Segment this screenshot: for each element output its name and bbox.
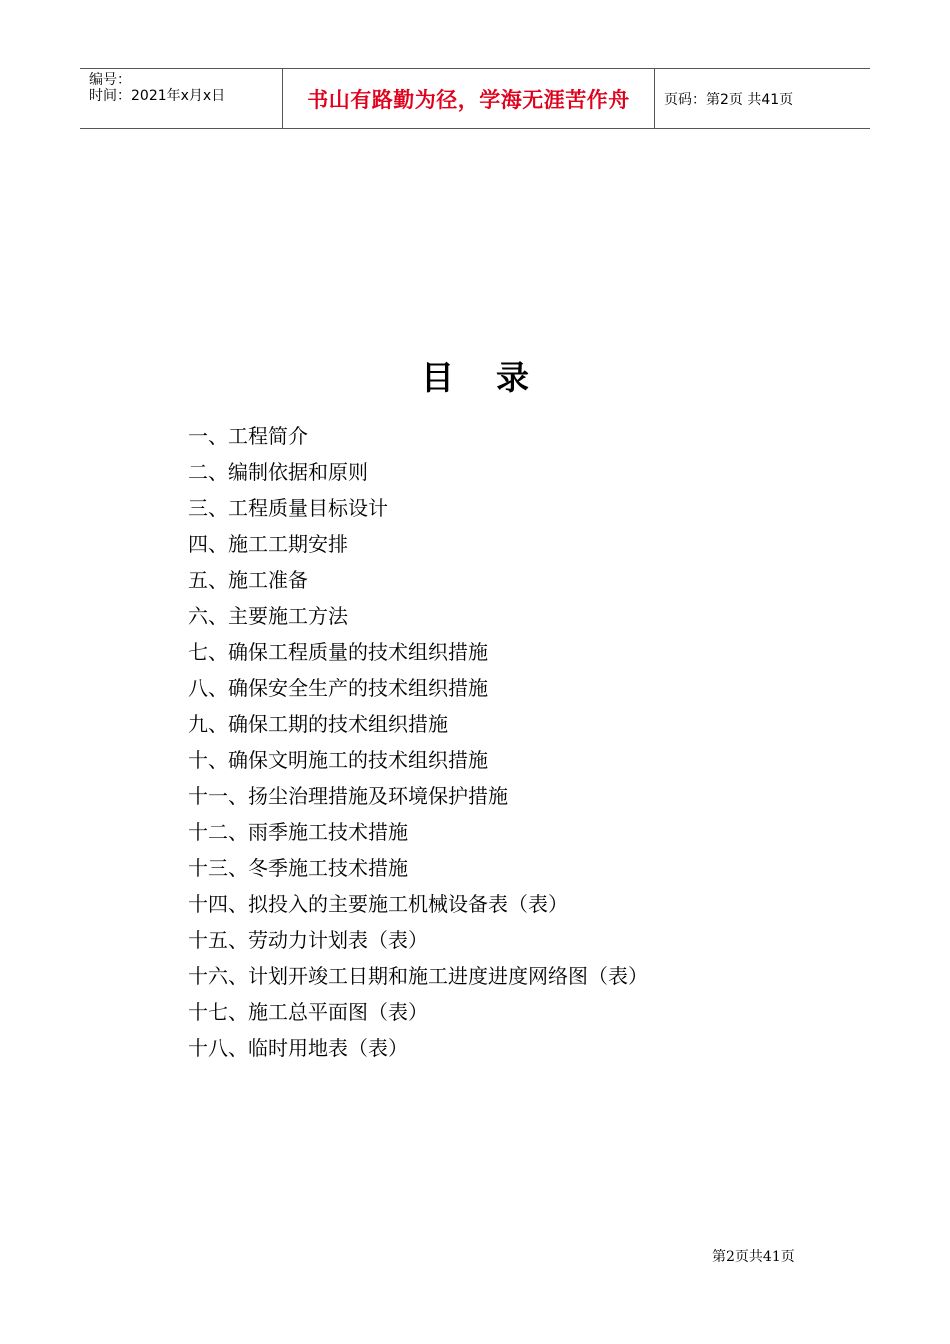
toc-item: 七、确保工程质量的技术组织措施: [188, 640, 488, 664]
document-number-label: 编号：: [89, 72, 131, 88]
toc-item: 十六、计划开竣工日期和施工进度进度网络图（表）: [188, 964, 648, 988]
page-footer: 第2页共41页: [712, 1249, 795, 1265]
toc-item: 五、施工准备: [188, 568, 308, 592]
table-of-contents: [188, 418, 648, 1066]
header-page-info: 页码：第2页 共41页: [664, 91, 794, 108]
toc-item: 十五、劳动力计划表（表）: [188, 928, 428, 952]
toc-item: 六、主要施工方法: [188, 604, 348, 628]
header-meta: [80, 69, 282, 128]
toc-item: 十七、施工总平面图（表）: [188, 1000, 428, 1024]
toc-item: 三、工程质量目标设计: [188, 496, 388, 520]
toc-item: 二、编制依据和原则: [188, 460, 368, 484]
toc-item: 十二、雨季施工技术措施: [188, 820, 408, 844]
page-title: 目录: [421, 358, 571, 397]
document-time: 时间：2021年x月x日: [89, 88, 226, 104]
toc-item: 十、确保文明施工的技术组织措施: [188, 748, 488, 772]
toc-item: 四、施工工期安排: [188, 532, 348, 556]
toc-item: 十一、扬尘治理措施及环境保护措施: [188, 784, 508, 808]
header-motto: 书山有路勤为径，学海无涯苦作舟: [282, 69, 655, 128]
toc-item: 十三、冬季施工技术措施: [188, 856, 408, 880]
toc-item: 十四、拟投入的主要施工机械设备表（表）: [188, 892, 568, 916]
toc-item: 九、确保工期的技术组织措施: [188, 712, 448, 736]
toc-item: 十八、临时用地表（表）: [188, 1036, 408, 1060]
page-header: [80, 68, 870, 129]
toc-item: 一、工程简介: [188, 424, 308, 448]
toc-item: 八、确保安全生产的技术组织措施: [188, 676, 488, 700]
